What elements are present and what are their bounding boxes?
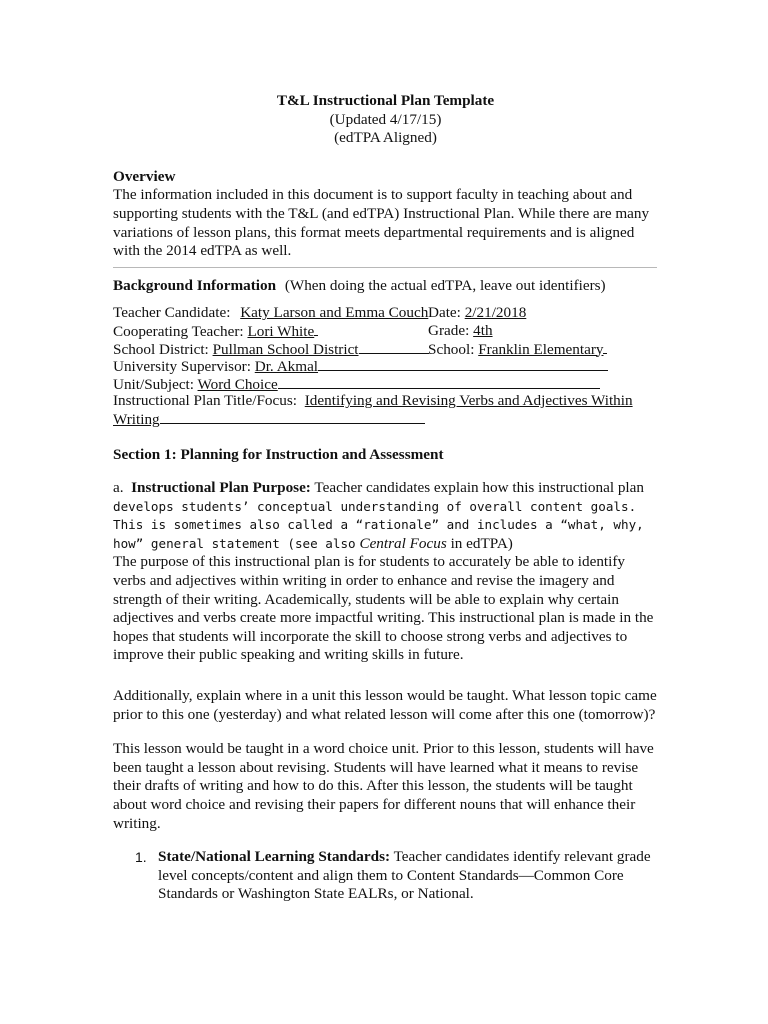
date-field bbox=[428, 304, 526, 323]
standards-label: State/National Learning Standards: bbox=[158, 848, 391, 866]
additional-answer: This lesson would be taught in a word choice unit. Prior to this lesson, students will have been taught a lesson about revising. Students will have learned what it means to revise their drafts of writing and how to do this. After this lesson, the students will be taught about word choice and revising their papers for different nouns that will enhance their writing. bbox=[113, 740, 654, 832]
document-page bbox=[113, 92, 658, 904]
unit-subject-underline bbox=[278, 375, 600, 389]
background-note: (When doing the actual edTPA, leave out identifiers) bbox=[284, 276, 606, 294]
standards-list-item bbox=[113, 848, 658, 904]
cooperating-teacher-label: Cooperating Teacher: bbox=[113, 322, 244, 340]
purpose-letter: a. bbox=[113, 479, 124, 497]
plan-title-row-continued bbox=[113, 410, 658, 428]
cooperating-teacher-underline bbox=[314, 322, 318, 336]
plan-title-label: Instructional Plan Title/Focus: bbox=[113, 392, 297, 410]
school-district-underline bbox=[359, 340, 429, 354]
grade-label: Grade: bbox=[428, 321, 470, 339]
school-district-label: School District: bbox=[113, 340, 209, 358]
cooperating-teacher-value: Lori White bbox=[247, 322, 315, 340]
supervisor-underline bbox=[318, 357, 608, 371]
standards-text: Teacher candidates identify relevant grade level concepts/content and align them to Content Standards—Common Core Standards or Washington State EALRs, or National. bbox=[158, 848, 651, 903]
unit-subject-row bbox=[113, 375, 658, 393]
plan-title-value: Identifying and Revising Verbs and Adjectives Within bbox=[304, 392, 633, 410]
date-value: 2/21/2018 bbox=[464, 304, 527, 322]
school-value: Franklin Elementary bbox=[478, 340, 604, 358]
school-district-row bbox=[113, 340, 658, 358]
purpose-label: Instructional Plan Purpose: bbox=[131, 479, 311, 497]
standards-number: 1. bbox=[135, 849, 147, 866]
school-underline bbox=[603, 340, 607, 354]
overview-body: The information included in this document is to support faculty in teaching about and supporting students with the T&L (and edTPA) Instructional Plan. While there are many variations of lesson plans, this format meets departmental requirements and is aligned with the 2014 edTPA as well. bbox=[113, 186, 650, 260]
grade-field bbox=[428, 322, 493, 341]
updated-date: (Updated 4/17/15) bbox=[329, 110, 442, 128]
overview-heading: Overview bbox=[113, 167, 176, 185]
additional-prompt: Additionally, explain where in a unit this lesson would be taught. What lesson topic came prior to this one (yesterday) and what related lesson will come after this one (tomorrow)? bbox=[113, 687, 657, 723]
purpose-prompt bbox=[113, 479, 658, 553]
section-1-heading: Section 1: Planning for Instruction and Assessment bbox=[113, 445, 444, 463]
school-label: School: bbox=[428, 340, 475, 358]
unit-subject-label: Unit/Subject: bbox=[113, 375, 194, 393]
purpose-prompt-end: in edTPA) bbox=[450, 534, 513, 552]
purpose-prompt-line-1: Teacher candidates explain how this instructional plan bbox=[314, 479, 644, 497]
background-heading-row bbox=[113, 277, 658, 296]
plan-title-row bbox=[113, 392, 658, 410]
supervisor-value: Dr. Akmal bbox=[254, 358, 319, 376]
plan-title-underline bbox=[160, 410, 425, 424]
unit-subject-value: Word Choice bbox=[197, 375, 278, 393]
plan-title-value-continued: Writing bbox=[113, 410, 160, 428]
edtpa-aligned-note: (edTPA Aligned) bbox=[334, 129, 437, 147]
teacher-candidate-row bbox=[113, 304, 658, 322]
purpose-prompt-italic: Central Focus bbox=[359, 534, 447, 552]
date-label: Date: bbox=[428, 304, 461, 322]
purpose-answer: The purpose of this instructional plan is for students to accurately be able to identify verbs and adjectives within writing in order to enhance and revise the imagery and strength of their writing. Academically, students will be able to explain why certain adjectives and verbs create more impactful writing. This instructional plan is made in the hopes that students will incorporate the skill to choose strong verbs and adjectives to improve their public speaking and writing skills in future. bbox=[113, 553, 654, 664]
supervisor-row bbox=[113, 357, 658, 375]
background-fields bbox=[113, 304, 658, 427]
document-title: T&L Instructional Plan Template bbox=[276, 92, 495, 109]
supervisor-label: University Supervisor: bbox=[113, 358, 251, 376]
cooperating-teacher-row bbox=[113, 322, 658, 340]
grade-value: 4th bbox=[473, 321, 493, 339]
section-divider bbox=[113, 267, 657, 268]
purpose-prompt-line-2: develops students’ conceptual understanding of overall content goals. This is sometimes also called a “rationale” and includes a “what, why, how” general statement (see also bbox=[113, 498, 644, 551]
teacher-candidate-label: Teacher Candidate: bbox=[113, 304, 231, 322]
background-heading: Background Information bbox=[113, 276, 277, 294]
teacher-candidate-value: Katy Larson and Emma Couch bbox=[240, 304, 429, 322]
school-district-value: Pullman School District bbox=[212, 340, 359, 358]
